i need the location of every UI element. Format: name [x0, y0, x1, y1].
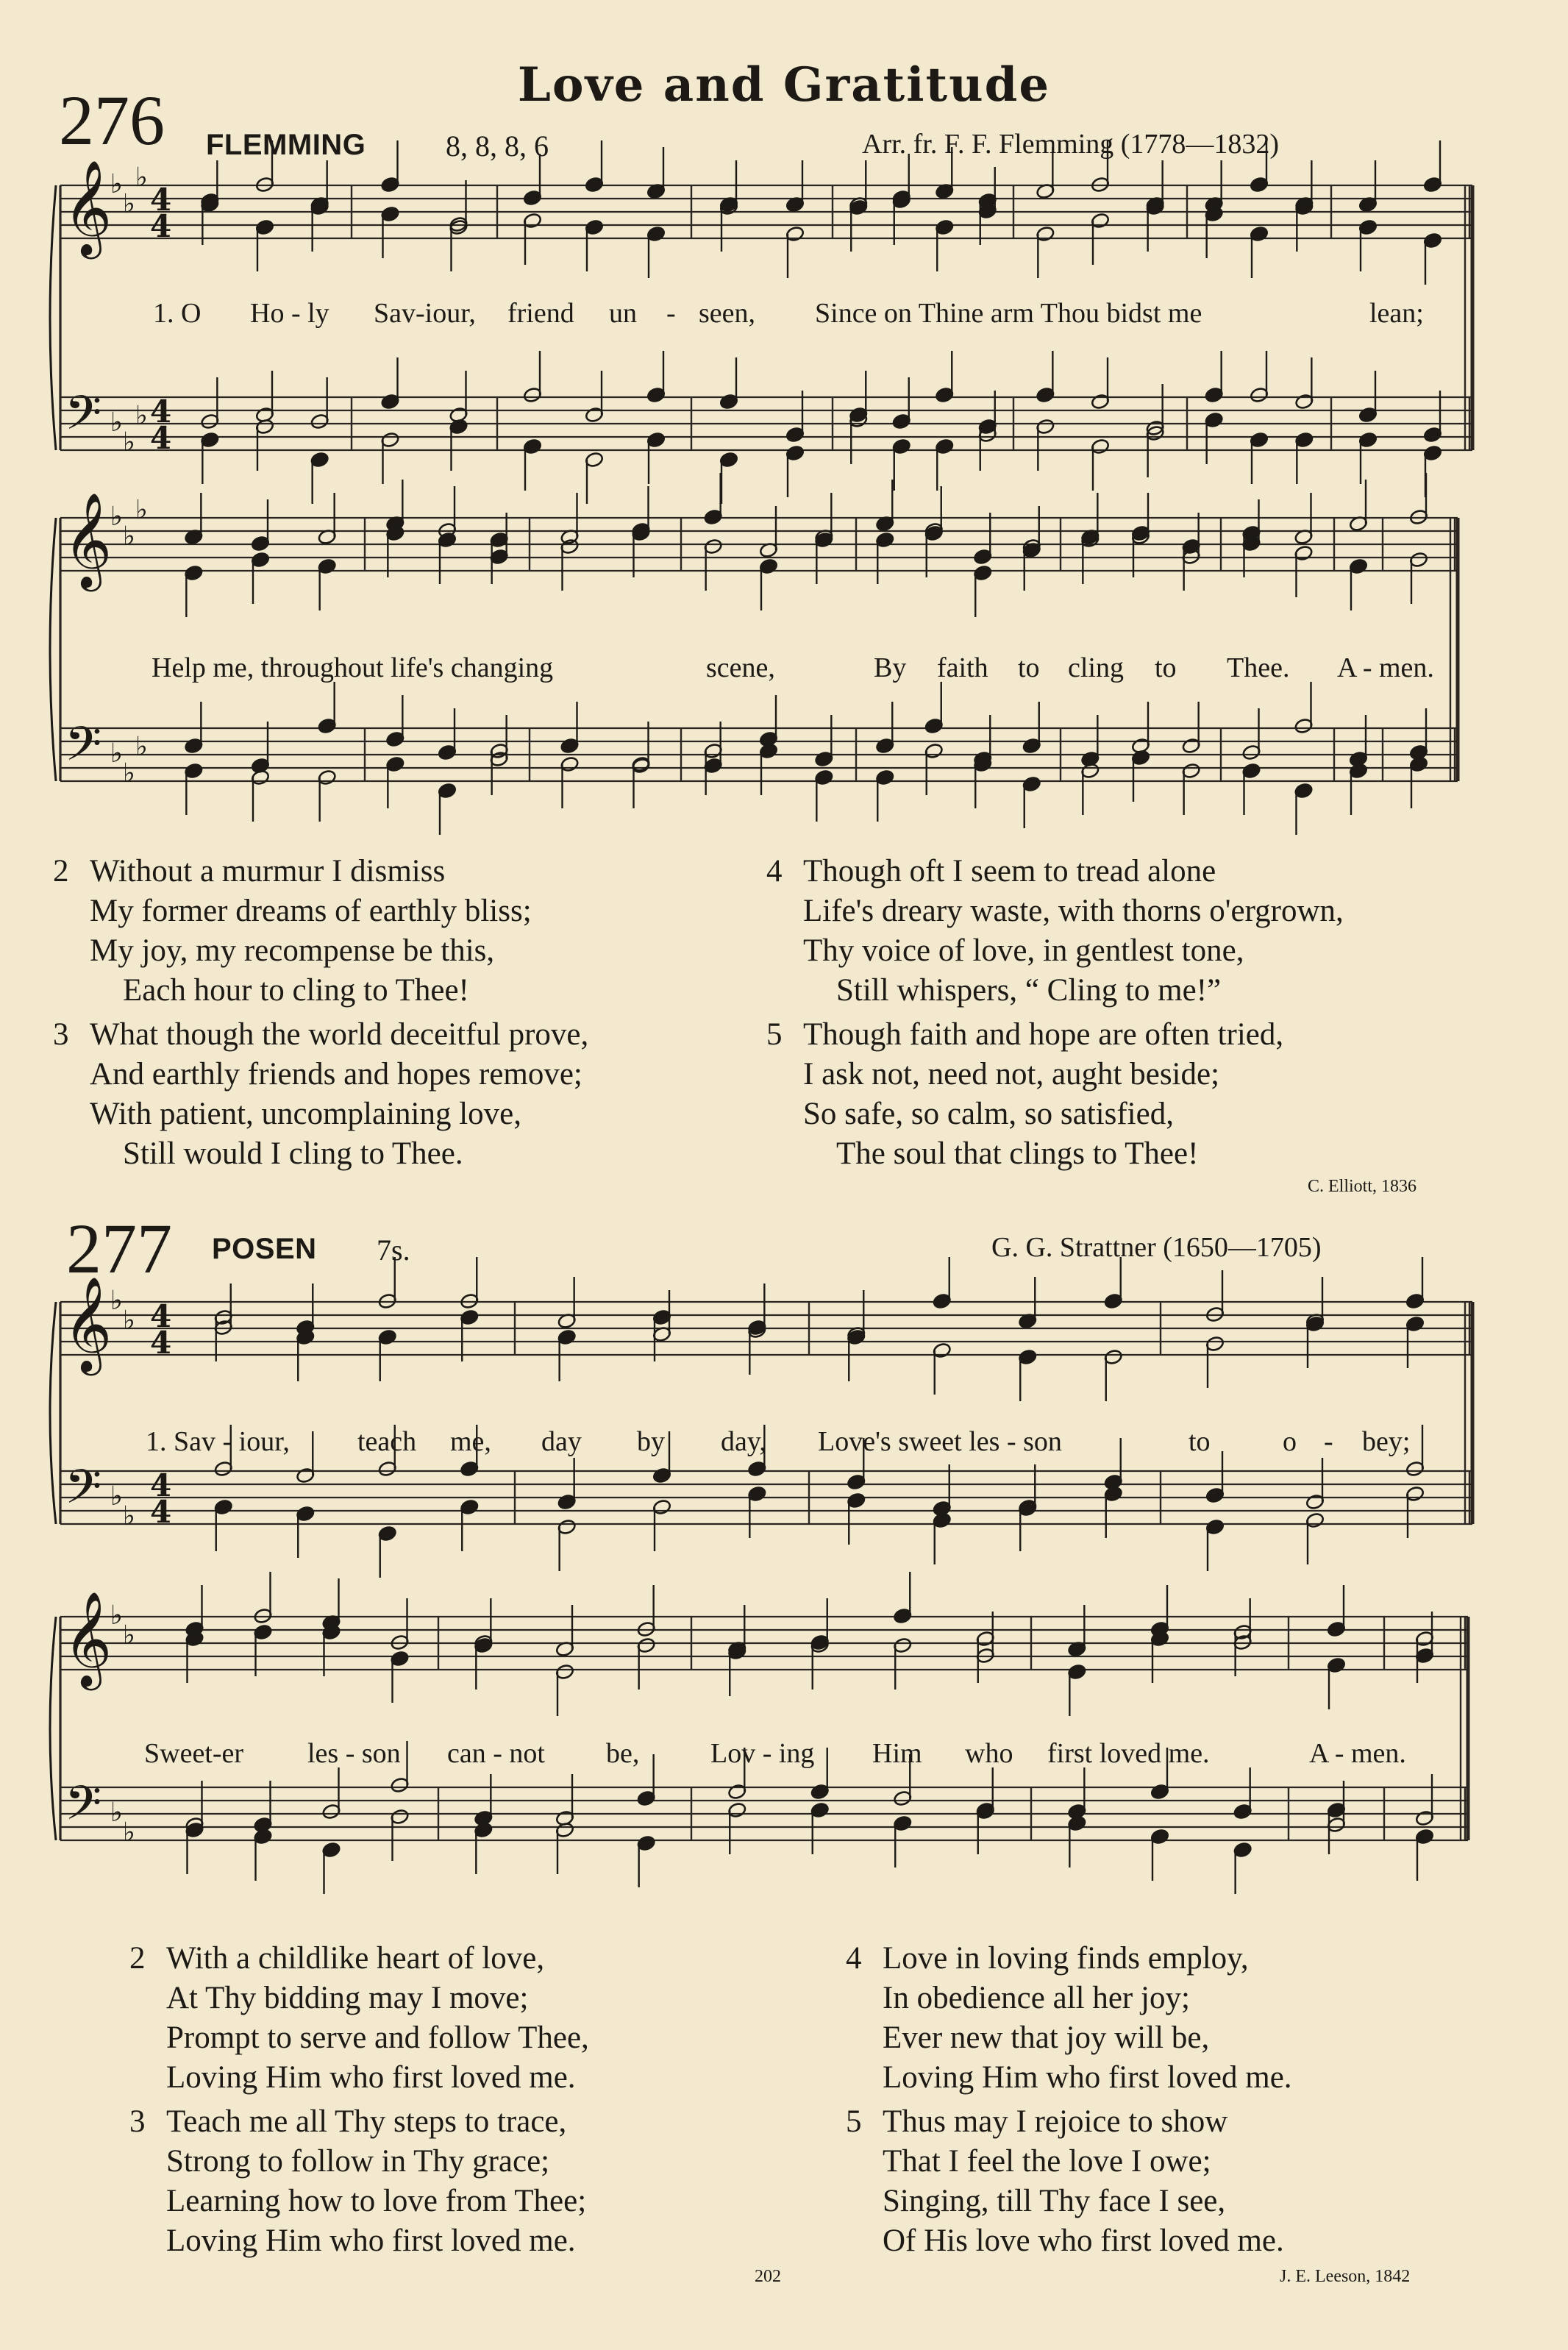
- flat-icon: ♭: [110, 407, 123, 438]
- bass-clef-icon: 𝄢: [65, 717, 102, 783]
- verse-line: Still whispers, “ Cling to me!”: [836, 973, 1222, 1008]
- verse-line: Still would I cling to Thee.: [123, 1136, 463, 1171]
- verse-line: Loving Him who first loved me.: [166, 2060, 576, 2095]
- lyric-syllable: 1. Sav - iour,: [146, 1426, 290, 1457]
- verse-number: 4: [846, 1941, 862, 1976]
- lyric-syllable: un: [609, 298, 637, 329]
- hymn-number: 277: [66, 1209, 172, 1288]
- verse-line: Teach me all Thy steps to trace,: [166, 2104, 567, 2139]
- verse-line: So safe, so calm, so satisfied,: [803, 1097, 1174, 1131]
- lyric-syllable: who: [965, 1738, 1013, 1769]
- page-number: 202: [755, 2267, 781, 2286]
- system-bracket: [50, 185, 56, 450]
- lyric-syllable: bey;: [1362, 1426, 1411, 1457]
- lyric-syllable: A - men.: [1309, 1738, 1406, 1769]
- flat-icon: ♭: [123, 1306, 135, 1336]
- lyric-syllable: by: [637, 1426, 665, 1457]
- verse: [53, 1015, 781, 1174]
- verse: [846, 1939, 1544, 2098]
- lyric-syllable: to: [1189, 1426, 1211, 1457]
- flat-icon: ♭: [110, 1481, 123, 1512]
- lyric-syllable: By: [874, 652, 907, 683]
- verse-line: My former dreams of earthly bliss;: [90, 894, 532, 928]
- time-signature: 4: [150, 1494, 172, 1530]
- flat-icon: ♭: [110, 1798, 123, 1828]
- verse-line: Singing, till Thy face I see,: [883, 2184, 1226, 2218]
- verse-line: With patient, uncomplaining love,: [90, 1097, 522, 1131]
- verse-line: Loving Him who first loved me.: [883, 2060, 1292, 2095]
- time-signature: 4: [150, 420, 172, 456]
- lyric-syllable: lean;: [1369, 298, 1424, 329]
- flat-icon: ♭: [123, 1620, 135, 1651]
- lyric-syllable: -: [666, 298, 676, 329]
- lyric-syllable: les - son: [307, 1738, 401, 1769]
- composer-credit: G. G. Strattner (1650—1705): [991, 1232, 1322, 1263]
- lyric-syllable: Love's sweet les - son: [818, 1426, 1062, 1457]
- flat-icon: ♭: [135, 732, 148, 762]
- verse-line: Loving Him who first loved me.: [166, 2223, 576, 2258]
- verse-line: And earthly friends and hopes remove;: [90, 1057, 582, 1092]
- lyric-syllable: to: [1018, 652, 1040, 683]
- lyric-syllable: 1. O: [153, 298, 202, 329]
- treble-clef-icon: 𝄞: [63, 1591, 113, 1687]
- lyric-syllable: seen,: [699, 298, 756, 329]
- verse-line: Thus may I rejoice to show: [883, 2104, 1228, 2139]
- verse: [846, 2102, 1544, 2261]
- time-signature: 4: [150, 1467, 172, 1503]
- verse: [129, 1939, 791, 2098]
- verse-line: In obedience all her joy;: [883, 1981, 1190, 2015]
- verse-number: 5: [846, 2104, 862, 2139]
- lyric-syllable: day: [541, 1426, 582, 1457]
- verse-number: 3: [129, 2104, 146, 2139]
- time-signature: 4: [150, 182, 172, 218]
- flat-icon: ♭: [123, 1817, 135, 1848]
- verse-line: I ask not, need not, aught beside;: [803, 1057, 1220, 1092]
- verse-number: 4: [766, 854, 783, 889]
- lyric-syllable: A - men.: [1337, 652, 1434, 683]
- lyric-syllable: scene,: [706, 652, 775, 683]
- verse-line: Ever new that joy will be,: [883, 2020, 1210, 2055]
- composer-credit: Arr. fr. F. F. Flemming (1778—1832): [862, 129, 1280, 160]
- time-signature: 4: [150, 394, 172, 430]
- verse-line: What though the world deceitful prove,: [90, 1017, 589, 1052]
- verse-line: Love in loving finds employ,: [883, 1941, 1249, 1976]
- lyric-syllable: can - not: [447, 1738, 545, 1769]
- lyric-syllable: Sav-iour,: [374, 298, 476, 329]
- verse-line: Though oft I seem to tread alone: [803, 854, 1216, 889]
- verse: [766, 852, 1546, 1011]
- verse-number: 5: [766, 1017, 783, 1052]
- verse-number: 2: [53, 854, 69, 889]
- bass-clef-icon: 𝄢: [65, 1776, 102, 1842]
- lyric-syllable: Lov - ing: [710, 1738, 815, 1769]
- lyric-syllable: Thee.: [1227, 652, 1290, 683]
- system-bracket: [50, 518, 56, 781]
- verse-line: Without a murmur I dismiss: [90, 854, 446, 889]
- flat-icon: ♭: [110, 738, 123, 769]
- treble-clef-icon: 𝄞: [63, 1276, 113, 1372]
- lyric-syllable: cling: [1068, 652, 1124, 683]
- hymn-number: 276: [59, 81, 165, 160]
- flat-icon: ♭: [135, 401, 148, 431]
- author-credit: J. E. Leeson, 1842: [1280, 2267, 1411, 2286]
- system-bracket: [50, 1302, 56, 1524]
- lyric-syllable: Him: [872, 1738, 922, 1769]
- verse-line: Prompt to serve and follow Thee,: [166, 2020, 589, 2055]
- lyric-syllable: Ho - ly: [250, 298, 329, 329]
- flat-icon: ♭: [123, 1501, 135, 1531]
- flat-icon: ♭: [110, 1601, 123, 1631]
- treble-clef-icon: 𝄞: [63, 160, 113, 255]
- lyric-syllable: friend: [507, 298, 574, 329]
- lyric-syllable: Sweet-er: [144, 1738, 244, 1769]
- lyric-syllable: be,: [606, 1738, 640, 1769]
- bass-clef-icon: 𝄢: [65, 386, 102, 452]
- tune-name: POSEN: [212, 1233, 317, 1265]
- verse: [129, 2102, 791, 2261]
- time-signature: 4: [150, 208, 172, 244]
- verse-line: My joy, my recompense be this,: [90, 933, 495, 968]
- verse-line: Each hour to cling to Thee!: [123, 973, 469, 1008]
- flat-icon: ♭: [123, 758, 135, 788]
- meter: 7s.: [377, 1233, 410, 1267]
- flat-icon: ♭: [110, 1286, 123, 1316]
- verse-line: The soul that clings to Thee!: [836, 1136, 1199, 1171]
- system-bracket: [50, 1617, 56, 1840]
- flat-icon: ♭: [135, 495, 148, 525]
- lyric-syllable: Since on Thine arm Thou bidst me: [815, 298, 1202, 329]
- flat-icon: ♭: [123, 427, 135, 457]
- author-credit: C. Elliott, 1836: [1308, 1177, 1417, 1196]
- flat-icon: ♭: [110, 169, 123, 199]
- lyric-syllable: faith: [937, 652, 988, 683]
- verse-line: Though faith and hope are often tried,: [803, 1017, 1284, 1052]
- time-signature: 4: [150, 1325, 172, 1361]
- verse-number: 2: [129, 1941, 146, 1976]
- treble-clef-icon: 𝄞: [63, 492, 113, 588]
- flat-icon: ♭: [123, 189, 135, 219]
- verse-line: At Thy bidding may I move;: [166, 1981, 529, 2015]
- lyric-syllable: Help me, throughout life's changing: [152, 652, 554, 683]
- lyric-syllable: first loved me.: [1047, 1738, 1210, 1769]
- bass-clef-icon: 𝄢: [65, 1460, 102, 1526]
- lyric-syllable: -: [1324, 1426, 1333, 1457]
- flat-icon: ♭: [135, 163, 148, 193]
- verse-line: Thy voice of love, in gentlest tone,: [803, 933, 1244, 968]
- lyric-syllable: o: [1283, 1426, 1297, 1457]
- verse-line: Learning how to love from Thee;: [166, 2184, 587, 2218]
- verse: [53, 852, 781, 1011]
- verse-line: Life's dreary waste, with thorns o'ergrown,: [803, 894, 1344, 928]
- verse-line: Strong to follow in Thy grace;: [166, 2144, 550, 2179]
- meter: 8, 8, 8, 6: [446, 129, 549, 163]
- flat-icon: ♭: [123, 521, 135, 552]
- verse-line: Of His love who first loved me.: [883, 2223, 1284, 2258]
- time-signature: 4: [150, 1298, 172, 1334]
- section-title: Love and Gratitude: [517, 57, 1051, 113]
- verse-line: With a childlike heart of love,: [166, 1941, 545, 1976]
- verse: [766, 1015, 1546, 1174]
- verse-number: 3: [53, 1017, 69, 1052]
- lyric-syllable: teach: [357, 1426, 417, 1457]
- flat-icon: ♭: [110, 502, 123, 532]
- verse-line: That I feel the love I owe;: [883, 2144, 1211, 2179]
- lyric-syllable: to: [1155, 652, 1177, 683]
- tune-name: FLEMMING: [206, 129, 366, 161]
- lyric-syllable: day,: [721, 1426, 766, 1457]
- lyric-syllable: me,: [450, 1426, 491, 1457]
